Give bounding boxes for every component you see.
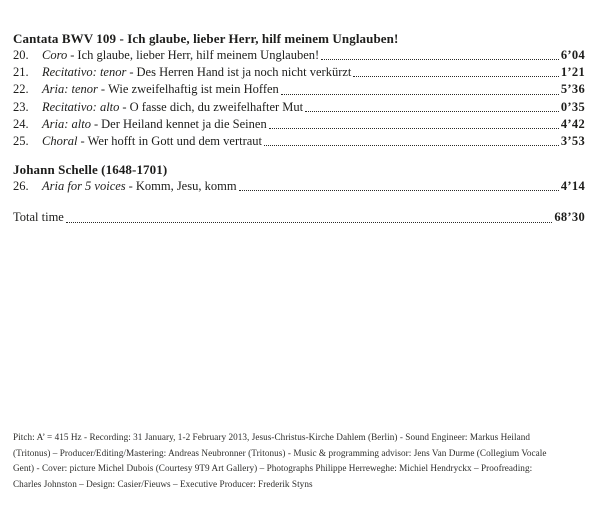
- track-number: 24.: [13, 116, 29, 131]
- track-time: 1’21: [560, 65, 585, 80]
- track-genre: Choral: [42, 134, 78, 149]
- track-genre: Coro: [42, 48, 68, 62]
- track-row: [13, 133, 585, 150]
- track-title: Wie zweifelhaftig ist mein Hoffen: [108, 82, 279, 97]
- track-time: 5’36: [560, 82, 585, 97]
- track-time: 6’04: [560, 48, 585, 62]
- section-heading-cantata: Cantata BWV 109 - Ich glaube, lieber Herr, hilf meinem Unglauben!: [13, 31, 399, 46]
- credits-block: [13, 430, 590, 492]
- track-title: Wer hofft in Gott und dem vertraut: [87, 134, 263, 149]
- track-genre: Recitativo: tenor: [42, 65, 127, 80]
- track-separator: -: [128, 179, 133, 194]
- track-time: 4’42: [560, 116, 585, 131]
- credits-line: Pitch: A’ = 415 Hz - Recording: 31 January, 1-2 February 2013, Jesus-Christus-Kirche Dahlem (Berlin) - Sound Engineer: Markus Heiland: [13, 432, 531, 442]
- credits-line: (Tritonus) – Producer/Editing/Mastering: Andreas Neubronner (Tritonus) - Music & programming advisor: Jens Van Durme (Collegium Vocale: [13, 447, 547, 458]
- track-separator: -: [100, 82, 106, 97]
- dot-leader: [305, 111, 559, 112]
- track-number: 26.: [13, 179, 29, 194]
- credits-line: Charles Johnston – Design: Casier/Fieuws – Executive Producer: Frederik Styns: [13, 478, 313, 489]
- section-heading-schelle: Johann Schelle (1648-1701): [13, 162, 168, 178]
- track-title: O fasse dich, du zweifelhafter Mut: [129, 99, 304, 114]
- track-title: Des Herren Hand ist ja noch nicht verkürzt: [136, 65, 352, 80]
- track-row: [13, 64, 585, 81]
- dot-leader: [321, 59, 559, 60]
- track-time: 4’14: [560, 179, 585, 194]
- track-number: 21.: [13, 65, 29, 80]
- track-number: 22.: [13, 82, 29, 97]
- track-genre: Recitativo: alto: [42, 99, 120, 114]
- track-genre: Aria: tenor: [42, 82, 98, 97]
- track-separator: -: [70, 48, 75, 62]
- track-number: 20.: [13, 48, 29, 62]
- track-genre: Aria: alto: [42, 116, 91, 131]
- track-separator: -: [93, 116, 99, 131]
- track-title: Ich glaube, lieber Herr, hilf meinem Unglauben!: [77, 48, 320, 62]
- credits-line: Gent) - Cover: picture Michel Dubois (Courtesy 9T9 Art Gallery) – Photographs Philippe Herreweghe: Michiel Hendryckx – Proofreading:: [13, 463, 533, 474]
- dot-leader: [353, 76, 558, 77]
- dot-leader: [281, 94, 559, 95]
- dot-leader: [66, 222, 552, 223]
- track-row: [13, 99, 585, 116]
- track-row: [13, 116, 585, 133]
- track-time: 3’53: [560, 134, 585, 149]
- dot-leader: [269, 128, 559, 129]
- track-separator: -: [129, 65, 134, 80]
- track-time: 0’35: [560, 99, 585, 114]
- track-row: [13, 81, 585, 98]
- total-time-row: [13, 209, 585, 226]
- track-number: 25.: [13, 134, 29, 149]
- total-time-label: Total time: [13, 210, 64, 225]
- dot-leader: [239, 190, 559, 191]
- track-number: 23.: [13, 99, 29, 114]
- track-row: [13, 178, 585, 195]
- dot-leader: [264, 145, 559, 146]
- track-genre: Aria for 5 voices: [42, 179, 126, 194]
- total-time-value: 68’30: [554, 210, 585, 225]
- track-separator: -: [80, 134, 85, 149]
- track-title: Komm, Jesu, komm: [135, 179, 237, 194]
- track-separator: -: [122, 99, 127, 114]
- track-row: [13, 47, 585, 64]
- section-schelle: [13, 161, 585, 195]
- tracklist: [13, 30, 585, 227]
- track-title: Der Heiland kennet ja die Seinen: [101, 116, 267, 131]
